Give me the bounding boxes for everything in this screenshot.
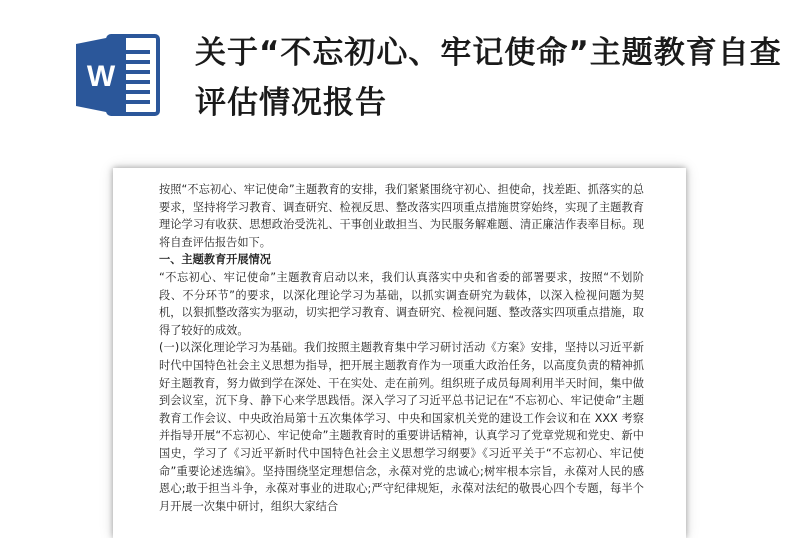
paragraph-theory-study: (一)以深化理论学习为基础。我们按照主题教育集中学习研讨活动《方案》安排，坚持以习近平新时代中国特色社会主义思想为指导，把开展主题教育作为一项重大政治任务，以高度负责的精神抓好主题教育，努力做到学在深处、干在实处、走在前列。组织班子成员每周利用半天时间，集中做到会议室，沉下身、静下心来学思践悟。深入学习了习近平总书记记在“不忘初心、牢记使命”主题教育工作会议、中央政治局第十五次集体学习、中央和国家机关党的建设工作会议和在 XXX 考察并指导开展“不忘初心、牢记使命”主题教育时的重要讲话精神，认真学习了党章党规和党史、新中国史，学习了《习近平新时代中国特色社会主义思想学习纲要》《习近平关于“不忘初心、牢记使命”重要论述选编》。坚持围绕坚定理想信念，永葆对党的忠诚心;树牢根本宗旨，永葆对人民的感恩心;敢于担当斗争，永葆对事业的进取心;严守纪律规矩，永葆对法纪的敬畏心四个专题，每半个月开展一次集中研讨，组织大家结合 <box>159 341 644 513</box>
document-page <box>113 168 686 538</box>
word-icon-letter: W <box>86 60 116 93</box>
header <box>0 0 800 150</box>
paragraph-intro: 按照“不忘初心、牢记使命”主题教育的安排，我们紧紧围绕守初心、担使命，找差距、抓落实的总要求，坚持将学习教育、调查研究、检视反思、整改落实四项重点措施贯穿始终，实现了主题教育理论学习有收获、思想政治受洗礼、干事创业敢担当、为民服务解难题、清正廉洁作表率目标。现将自查评估报告如下。 <box>159 183 644 249</box>
section-heading: 一、主题教育开展情况 <box>159 253 271 267</box>
word-document-icon <box>74 30 162 120</box>
page-title: 关于“不忘初心、牢记使命”主题教育自查评估情况报告 <box>195 35 782 121</box>
paragraph-overview: “不忘初心、牢记使命”主题教育启动以来，我们认真落实中央和省委的部署要求，按照“不划阶段、不分环节”的要求，以深化理论学习为基础，以抓实调查研究为载体，以深入检视问题为契机，以狠抓整改落实为驱动，切实把学习教育、调查研究、检视问题、整改落实四项重点措施，取得了较好的成效。 <box>159 270 644 337</box>
document-body <box>159 181 644 515</box>
